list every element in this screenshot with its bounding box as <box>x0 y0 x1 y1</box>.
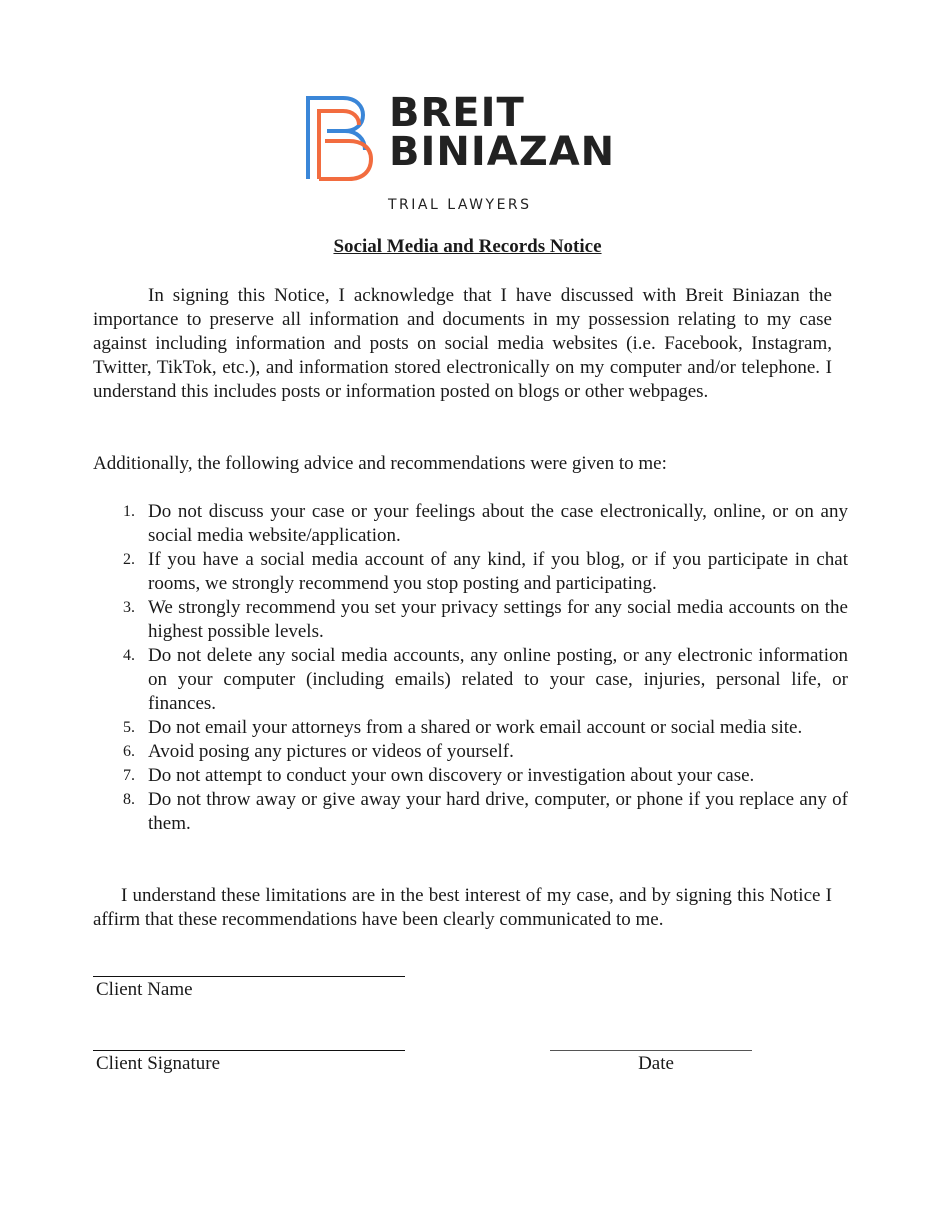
list-text: Avoid posing any pictures or videos of yourself. <box>148 741 514 762</box>
list-number: 1. <box>123 503 135 520</box>
list-text: Do not email your attorneys from a shared or work email account or social media site. <box>148 717 803 738</box>
client-name-line[interactable] <box>93 976 405 977</box>
list-text: If you have a social media account of any kind, if you blog, or if you participate in chat rooms, we strongly recommend you stop posting and participating. <box>148 549 848 594</box>
client-signature-line[interactable] <box>93 1050 405 1051</box>
firm-name-line2: BINIAZAN <box>389 129 616 175</box>
list-item <box>93 500 848 548</box>
closing-paragraph: I understand these limitations are in the best interest of my case, and by signing this Notice I affirm that these recommendations have been clearly communicated to me. <box>93 885 832 930</box>
client-name-label: Client Name <box>96 979 193 1000</box>
client-signature-label: Client Signature <box>96 1053 221 1074</box>
firm-name-line1: BREIT <box>389 90 525 136</box>
list-item <box>93 740 848 764</box>
list-text: We strongly recommend you set your privacy settings for any social media accounts on the highest possible levels. <box>148 597 848 642</box>
list-number: 8. <box>123 791 135 808</box>
list-text: Do not throw away or give away your hard drive, computer, or phone if you replace any of them. <box>148 789 848 834</box>
list-number: 7. <box>123 767 135 784</box>
list-text: Do not discuss your case or your feelings about the case electronically, online, or on any social media website/application. <box>148 501 848 546</box>
list-item <box>93 596 848 644</box>
list-item <box>93 716 848 740</box>
list-item <box>93 548 848 596</box>
list-number: 5. <box>123 719 135 736</box>
document-title: Social Media and Records Notice <box>333 236 602 257</box>
list-text: Do not delete any social media accounts, any online posting, or any electronic information on your computer (including emails) related to your case, injuries, personal life, or finances. <box>148 645 848 714</box>
list-text: Do not attempt to conduct your own discovery or investigation about your case. <box>148 765 755 786</box>
list-number: 3. <box>123 599 135 616</box>
list-item <box>93 788 848 836</box>
bb-monogram-icon <box>305 95 373 181</box>
list-item <box>93 644 848 716</box>
date-line[interactable] <box>550 1050 752 1051</box>
intro-paragraph: In signing this Notice, I acknowledge that I have discussed with Breit Biniazan the importance to preserve all information and documents in my possession relating to my case against including information and posts on social media websites (i.e. Facebook, Instagram, Twitter, TikTok, etc.), and information stored electronically on my computer and/or telephone. I understand this includes posts or information posted on blogs or other webpages. <box>93 285 832 402</box>
list-number: 6. <box>123 743 135 760</box>
list-number: 2. <box>123 551 135 568</box>
firm-tagline: TRIAL LAWYERS <box>388 197 532 213</box>
list-item <box>93 764 848 788</box>
firm-logo <box>305 90 635 215</box>
list-number: 4. <box>123 647 135 664</box>
date-label: Date <box>638 1053 674 1074</box>
advice-list <box>93 500 848 836</box>
advice-lead: Additionally, the following advice and recommendations were given to me: <box>93 453 667 474</box>
firm-name <box>389 90 616 175</box>
